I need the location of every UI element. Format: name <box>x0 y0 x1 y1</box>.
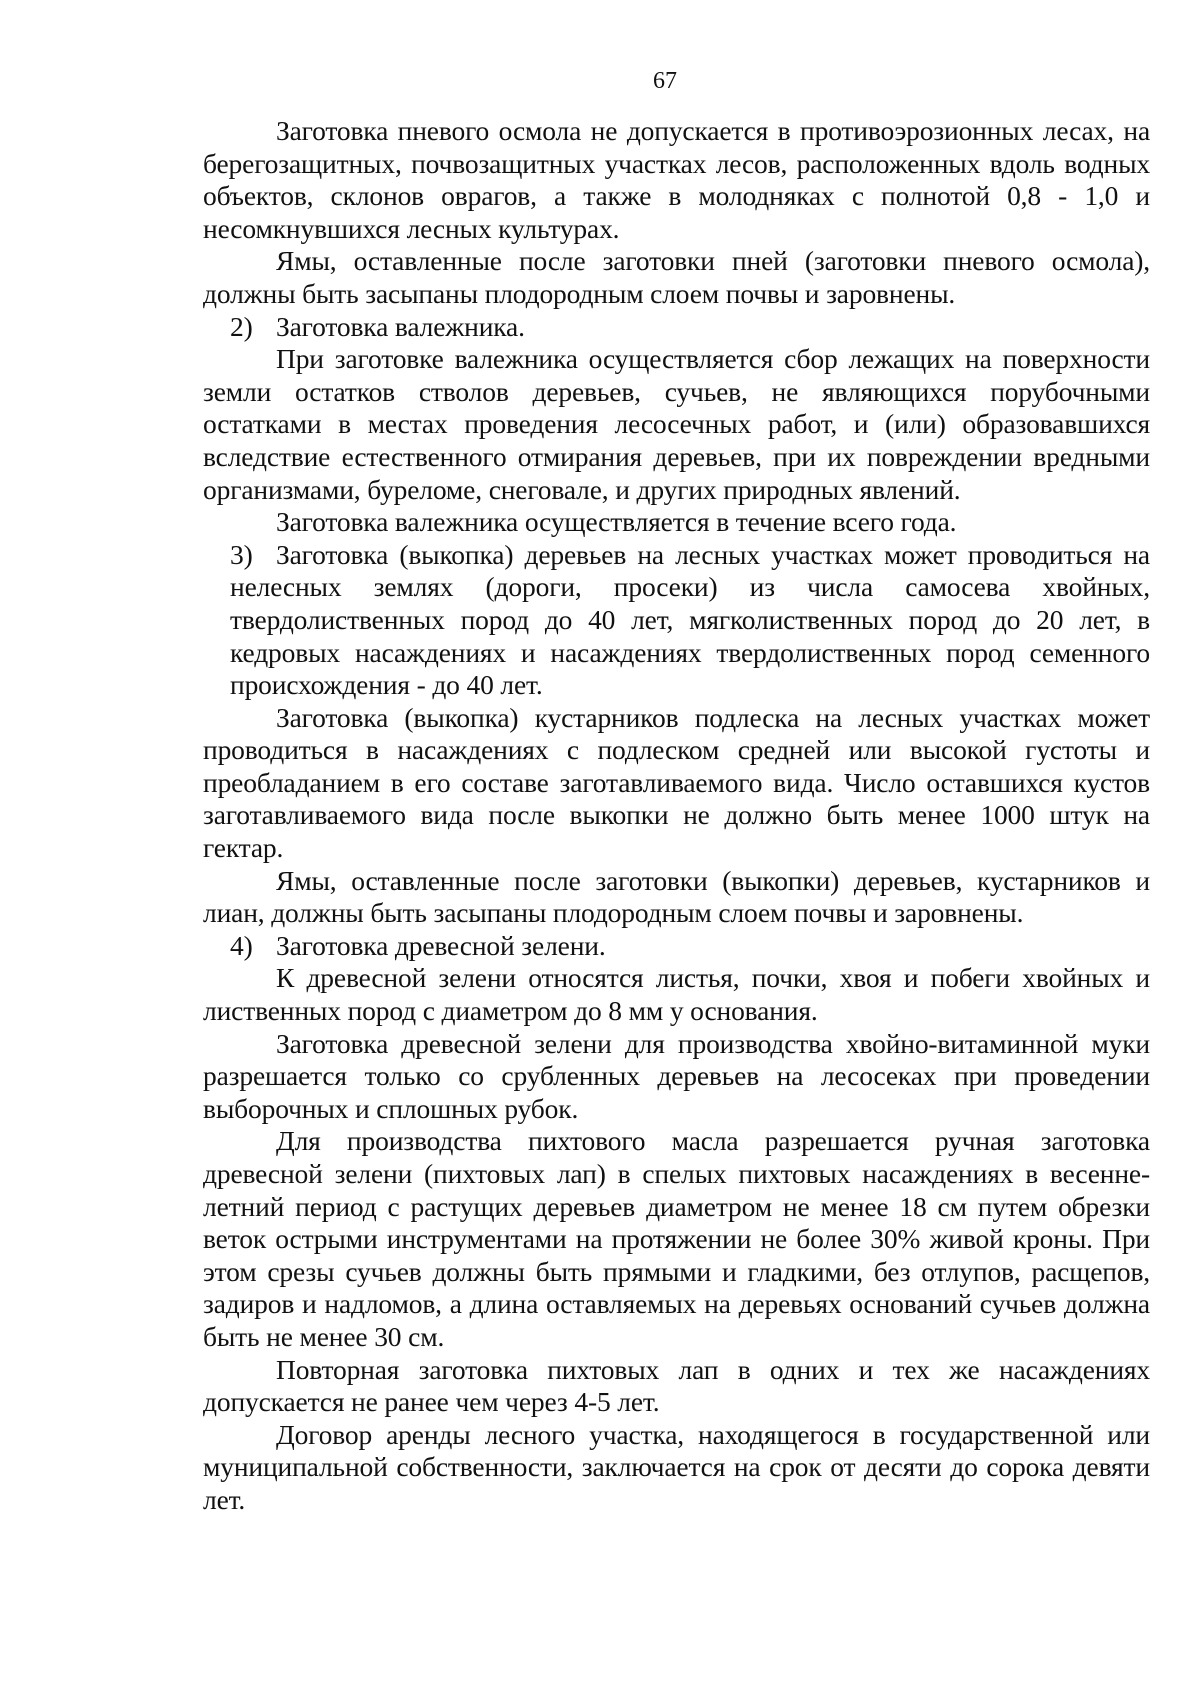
list-item-text: Заготовка древесной зелени. <box>276 929 606 961</box>
paragraph: Ямы, оставленные после заготовки пней (заготовки пневого осмола), должны быть засыпаны плодородным слоем почвы и заровнены. <box>203 245 1150 309</box>
list-item <box>203 311 1150 344</box>
list-item-number: 3) <box>230 538 253 570</box>
paragraph: Заготовка пневого осмола не допускается в противоэрозионных лесах, на берегозащитных, почвозащитных участках лесов, расположенных вдоль водных объектов, склонов оврагов, а также в молодняках с полнотой 0,8 - 1,0 и несомкнувшихся лесных культурах. <box>203 115 1150 244</box>
paragraph: Повторная заготовка пихтовых лап в одних и тех же насаждениях допускается не ранее чем через 4-5 лет. <box>203 1353 1150 1418</box>
paragraph: Заготовка (выкопка) кустарников подлеска на лесных участках может проводиться в насаждениях с подлеском средней или высокой густоты и преобладанием в его составе заготавливаемого вида. Число оставшихся кустов заготавливаемого вида после выкопки не должно быть менее 1000 штук на гектар. <box>203 701 1150 864</box>
list-item <box>203 930 1150 963</box>
paragraph: Заготовка древесной зелени для производства хвойно-витаминной муки разрешается только со срубленных деревьев на лесосеках при проведении выборочных и сплошных рубок. <box>203 1027 1150 1124</box>
page-number: 67 <box>653 68 677 94</box>
paragraph: Для производства пихтового масла разрешается ручная заготовка древесной зелени (пихтовых лап) в спелых пихтовых насаждениях в весенне-летний период с растущих деревьев диаметром не менее 18 см путем обрезки веток острыми инструментами на протяжении не более 30% живой кроны. При этом срезы сучьев должны быть прямыми и гладкими, без отлупов, расщепов, задиров и надломов, а длина оставляемых на деревьях оснований сучьев должна быть не менее 30 см. <box>203 1125 1150 1352</box>
paragraph: К древесной зелени относятся листья, почки, хвоя и побеги хвойных и лиственных пород с диаметром до 8 мм у основания. <box>203 962 1150 1027</box>
document-body <box>203 115 1150 1517</box>
paragraph: Заготовка валежника осуществляется в течение всего года. <box>276 506 957 538</box>
list-item-text: Заготовка (выкопка) деревьев на лесных участках может проводиться на нелесных землях (дороги, просеки) из числа самосева хвойных, твердолиственных пород до 40 лет, мягколиственных пород до 20 лет, в кедровых насаждениях и насаждениях твердолиственных пород семенного происхождения - до 40 лет. <box>230 538 1150 701</box>
paragraph: Договор аренды лесного участка, находящегося в государственной или муниципальной собственности, заключается на срок от десяти до сорока девяти лет. <box>203 1418 1150 1515</box>
list-item <box>203 539 1150 702</box>
list-item-number: 4) <box>230 929 253 961</box>
list-item-number: 2) <box>230 310 253 342</box>
paragraph: Ямы, оставленные после заготовки (выкопки) деревьев, кустарников и лиан, должны быть засыпаны плодородным слоем почвы и заровнены. <box>203 864 1150 929</box>
list-item-text: Заготовка валежника. <box>276 310 525 342</box>
paragraph: При заготовке валежника осуществляется сбор лежащих на поверхности земли остатков стволов деревьев, сучьев, не являющихся порубочными остатками в местах проведения лесосечных работ, и (или) образовавшихся вследствие естественного отмирания деревьев, при их повреждении вредными организмами, буреломе, снеговале, и других природных явлений. <box>203 343 1150 505</box>
